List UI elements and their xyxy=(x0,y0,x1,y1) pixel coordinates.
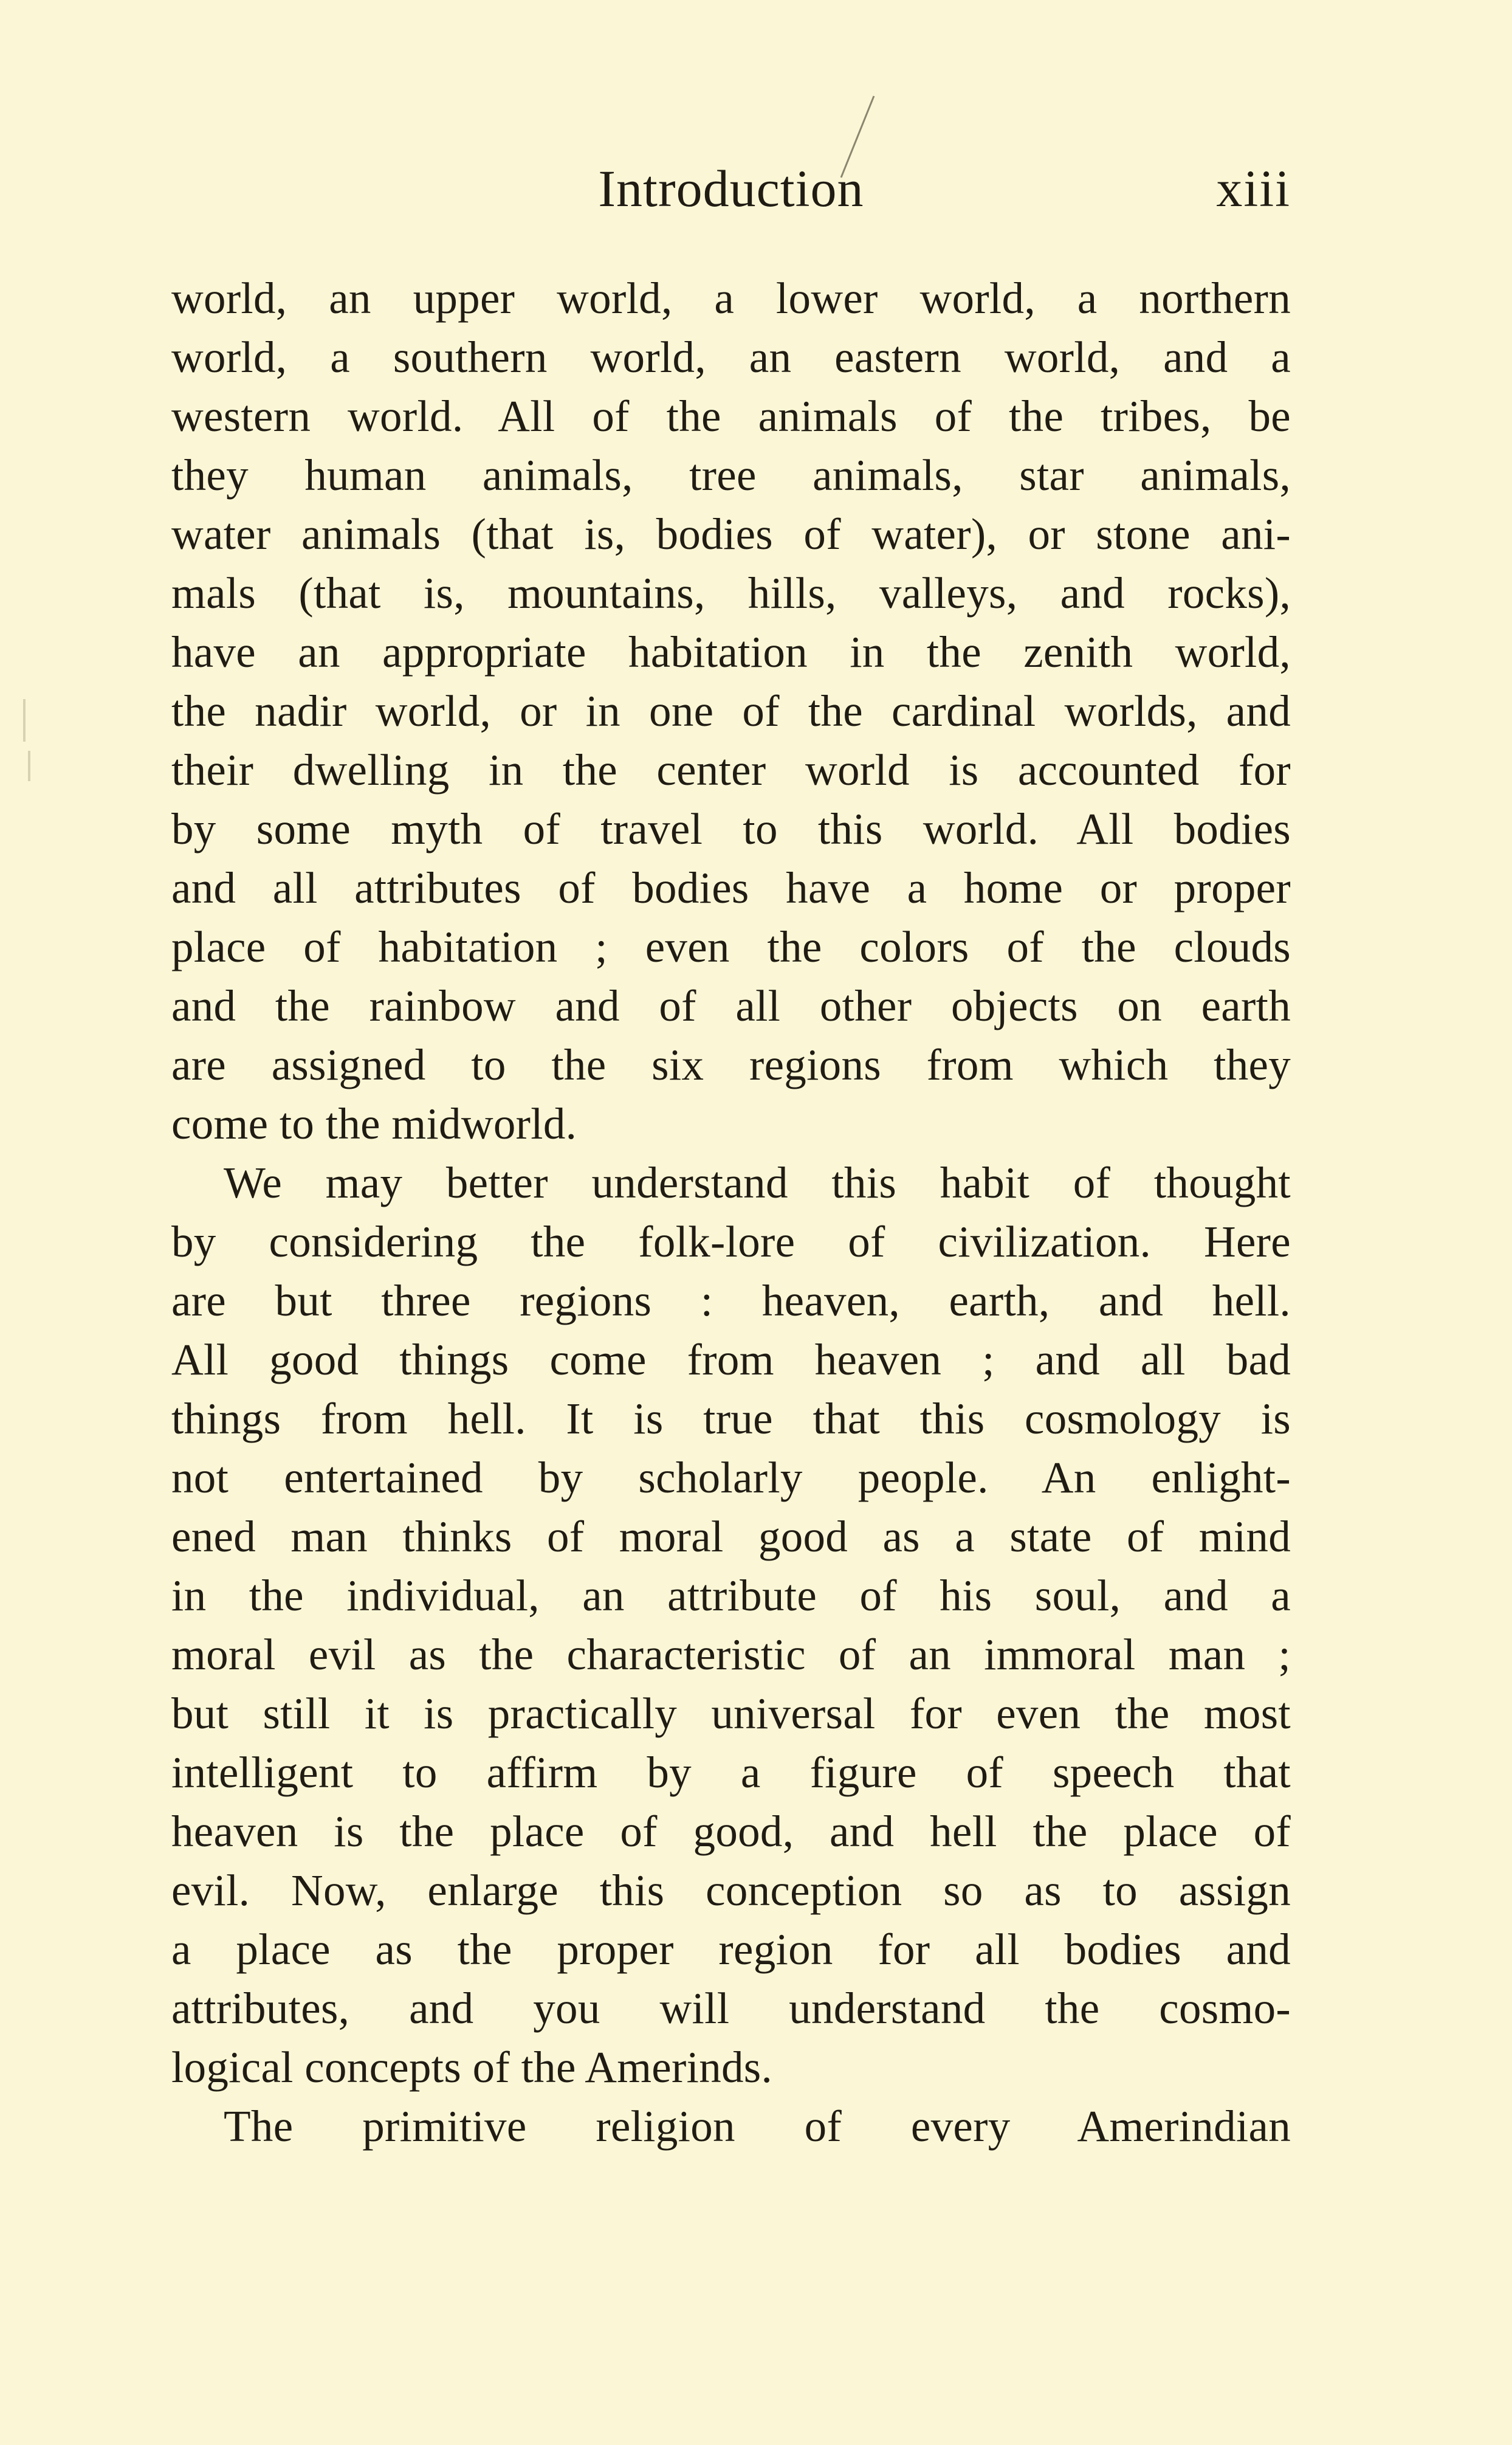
text-line: evil. Now, enlarge this conception so as to assign xyxy=(171,1866,1291,1915)
margin-mark xyxy=(23,699,26,742)
text-line: by considering the folk-lore of civilization. Here xyxy=(171,1217,1291,1266)
text-line: All good things come from heaven ; and all bad xyxy=(171,1335,1291,1384)
text-line: mals (that is, mountains, hills, valleys, and rocks), xyxy=(171,568,1291,618)
page-header xyxy=(171,155,1291,222)
text-line: world, an upper world, a lower world, a northern xyxy=(171,274,1291,323)
text-line: heaven is the place of good, and hell the place of xyxy=(171,1807,1291,1856)
text-line: are assigned to the six regions from which they xyxy=(171,1040,1291,1089)
text-line: and all attributes of bodies have a home or proper xyxy=(171,863,1291,912)
text-line: moral evil as the characteristic of an immoral man ; xyxy=(171,1630,1291,1679)
text-line: place of habitation ; even the colors of the clouds xyxy=(171,922,1291,971)
page-number: xiii xyxy=(1216,159,1291,218)
text-line: intelligent to affirm by a figure of speech that xyxy=(171,1748,1291,1797)
text-line: things from hell. It is true that this cosmology is xyxy=(171,1394,1291,1443)
running-title: Introduction xyxy=(598,159,864,218)
margin-mark xyxy=(28,751,30,781)
text-line: water animals (that is, bodies of water), or stone ani- xyxy=(171,509,1291,559)
text-line: have an appropriate habitation in the zenith world, xyxy=(171,627,1291,677)
paragraph-start-line: The primitive religion of every Amerindian xyxy=(224,2102,1291,2151)
paragraph-start-line: We may better understand this habit of thought xyxy=(224,1158,1291,1207)
text-line: ened man thinks of moral good as a state of mind xyxy=(171,1512,1291,1561)
text-line: not entertained by scholarly people. An enlight- xyxy=(171,1453,1291,1502)
text-line: logical concepts of the Amerinds. xyxy=(171,2043,773,2092)
text-line: and the rainbow and of all other objects on earth xyxy=(171,981,1291,1030)
text-line: are but three regions : heaven, earth, and hell. xyxy=(171,1276,1291,1325)
text-line: world, a southern world, an eastern world, and a xyxy=(171,333,1291,382)
text-line: attributes, and you will understand the cosmo- xyxy=(171,1984,1291,2033)
body-text xyxy=(171,269,1291,2156)
text-line: by some myth of travel to this world. All bodies xyxy=(171,804,1291,854)
text-line: their dwelling in the center world is accounted for xyxy=(171,745,1291,795)
text-line: western world. All of the animals of the tribes, be xyxy=(171,391,1291,441)
text-line: come to the midworld. xyxy=(171,1099,577,1148)
text-line: a place as the proper region for all bodies and xyxy=(171,1925,1291,1974)
text-line: in the individual, an attribute of his soul, and a xyxy=(171,1571,1291,1620)
text-line: the nadir world, or in one of the cardinal worlds, and xyxy=(171,686,1291,736)
text-line: but still it is practically universal for even the most xyxy=(171,1689,1291,1738)
text-line: they human animals, tree animals, star animals, xyxy=(171,450,1291,500)
